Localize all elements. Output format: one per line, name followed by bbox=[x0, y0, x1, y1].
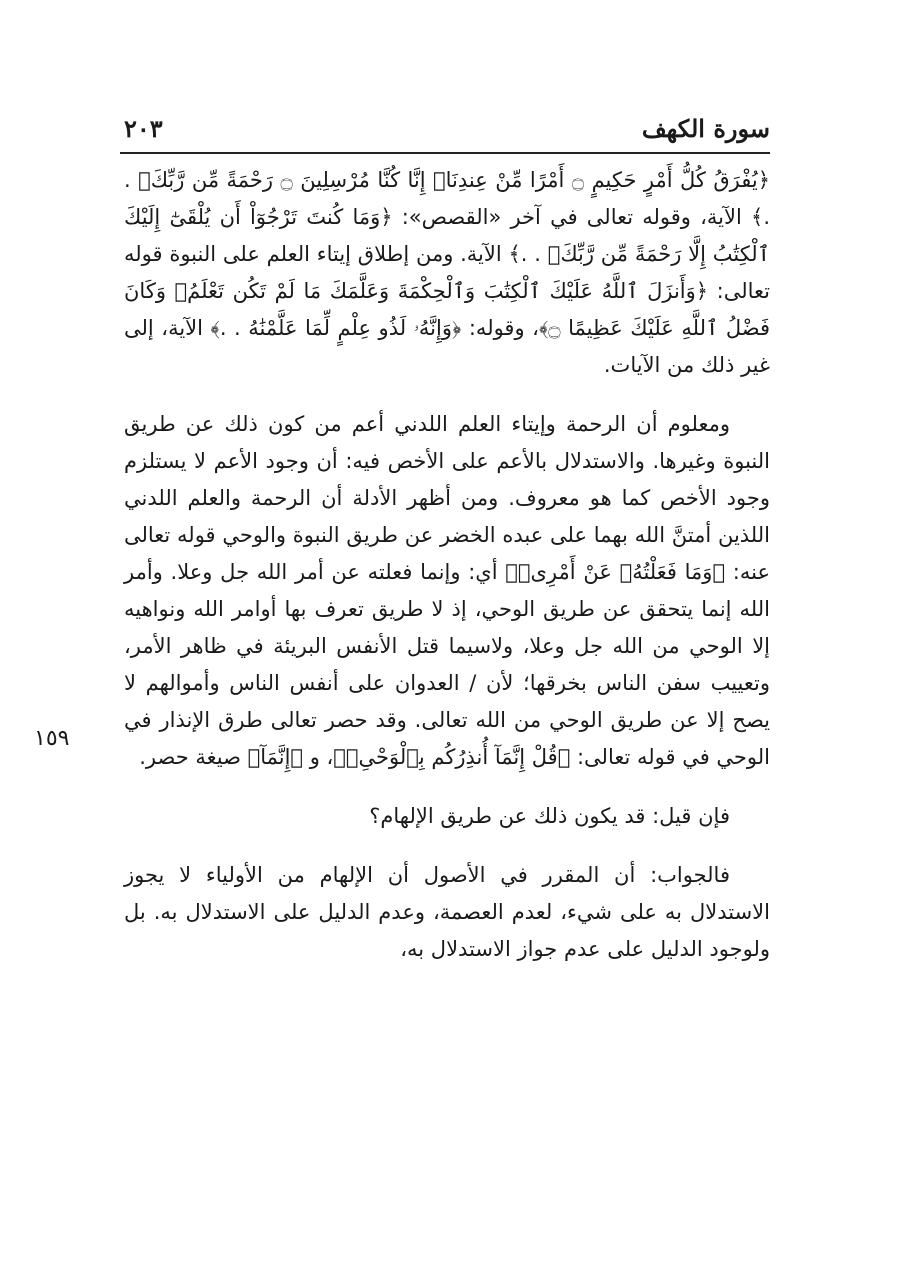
surah-title: سورة الكهف bbox=[641, 114, 770, 143]
margin-reference-number: ١٥٩ bbox=[34, 726, 70, 751]
running-header bbox=[124, 108, 770, 152]
paragraph-quranic-citations: ﴿يُفْرَقُ كُلُّ أَمْرٍ حَكِيمٍ ۝ أَمْرًا مِّنْ عِندِنَاۚ إِنَّا كُنَّا مُرْسِلِينَ ۝ رَحْمَةً مِّن رَّبِّكَۚ . .﴾ الآية، وقوله تعالى في آخر «القصص»: ﴿وَمَا كُنتَ تَرْجُوٓاْ أَن يُلْقَىٰٓ إِلَيْكَ ٱلْكِتَٰبُ إِلَّا رَحْمَةً مِّن رَّبِّكَۖ . .﴾ الآية. ومن إطلاق إيتاء العلم على النبوة قوله تعالى: ﴿وَأَنزَلَ ٱللَّهُ عَلَيْكَ ٱلْكِتَٰبَ وَٱلْحِكْمَةَ وَعَلَّمَكَ مَا لَمْ تَكُن تَعْلَمُۚ وَكَانَ فَضْلُ ٱللَّهِ عَلَيْكَ عَظِيمًا ۝﴾، وقوله: ﴿وَإِنَّهُۥ لَذُو عِلْمٍ لِّمَا عَلَّمْنَٰهُ . .﴾ الآية، إلى غير ذلك من الآيات. bbox=[124, 168, 770, 377]
paragraph-question: فإن قيل: قد يكون ذلك عن طريق الإلهام؟ bbox=[369, 804, 730, 828]
header-rule bbox=[120, 152, 770, 154]
page-number: ٢٠٣ bbox=[124, 114, 163, 143]
paragraph-answer: فالجواب: أن المقرر في الأصول أن الإلهام من الأولياء لا يجوز الاستدلال به على شيء، لعدم العصمة، وعدم الدليل على الاستدلال به. بل ولوجود الدليل على عدم جواز الاستدلال به، bbox=[124, 863, 770, 961]
body-text bbox=[124, 162, 770, 968]
paragraph-argument: ومعلوم أن الرحمة وإيتاء العلم اللدني أعم من كون ذلك عن طريق النبوة وغيرها. والاستدلال بالأعم على الأخص فيه: أن وجود الأعم لا يستلزم وجود الأخص كما هو معروف. ومن أظهر الأدلة أن الرحمة والعلم اللدني اللذين أمتنَّ الله بهما على عبده الخضر عن طريق النبوة والوحي قوله تعالى عنه: ﴿وَمَا فَعَلْتُهُۥ عَنْ أَمْرِىۚ﴾ أي: وإنما فعلته عن أمر الله جل وعلا. وأمر الله إنما يتحقق عن طريق الوحي، إذ لا طريق تعرف بها أوامر الله ونواهيه إلا الوحي من الله جل وعلا، ولاسيما قتل الأنفس البريئة في ظاهر الأمر، وتعييب سفن الناس بخرقها؛ لأن / العدوان على أنفس الناس وأموالهم لا يصح إلا عن طريق الوحي من الله تعالى. وقد حصر تعالى طرق الإنذار في الوحي في قوله تعالى: ﴿قُلْ إِنَّمَآ أُنذِرُكُم بِٱلْوَحْىِۚ﴾، و ﴿إِنَّمَآ﴾ صيغة حصر. bbox=[124, 412, 770, 769]
